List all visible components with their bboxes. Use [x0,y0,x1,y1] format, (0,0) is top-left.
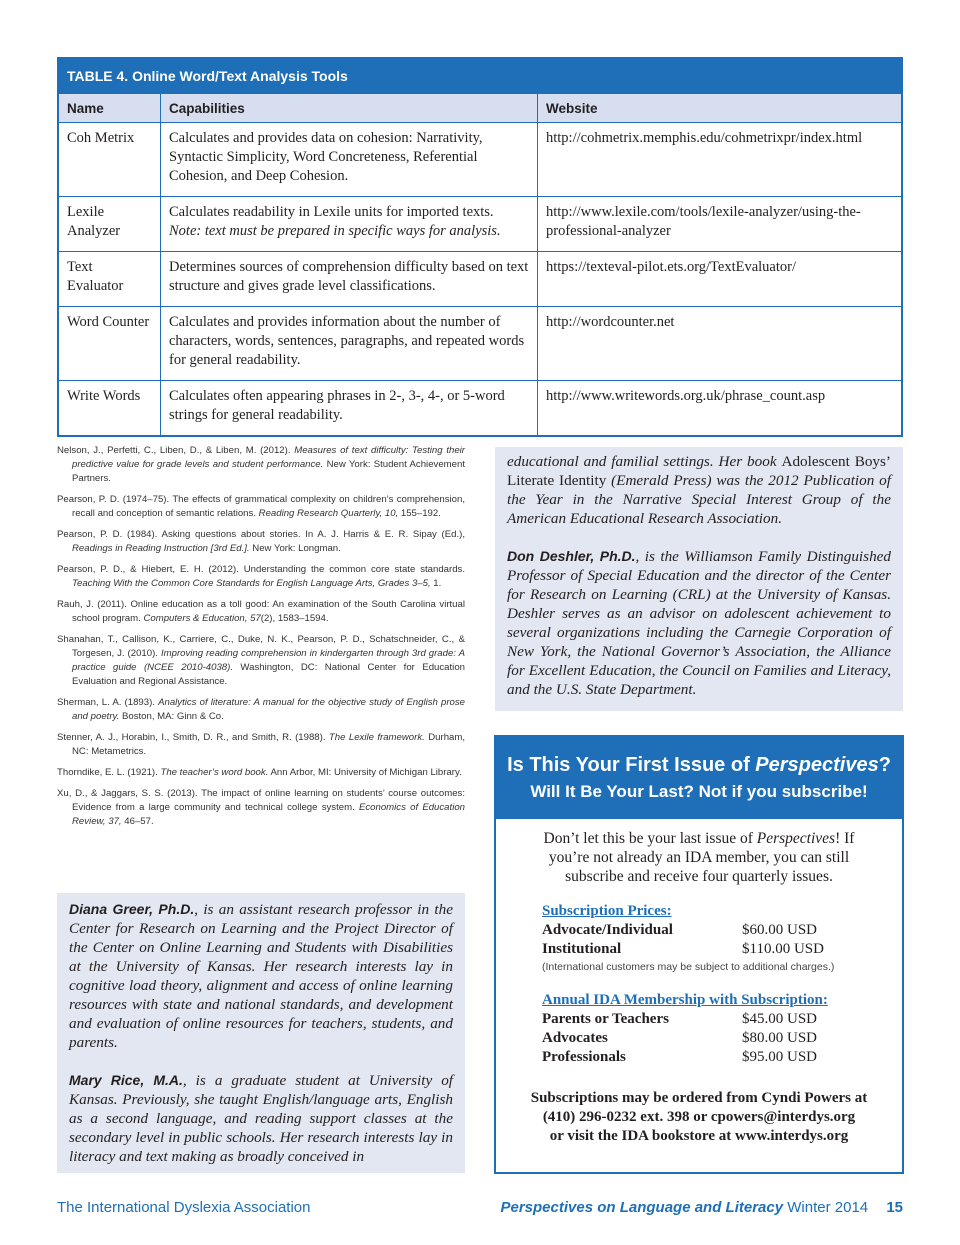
table-row [59,381,901,436]
ref-text: Rauh, J. (2011). Online education as a toll good: An examination of the South Carolina virtual school program. [57,599,465,624]
reference-item [57,493,465,521]
intro-text: Don’t let this be your last issue of [543,830,757,847]
table-row [59,307,901,381]
table-header-row [59,94,901,123]
subscription-prices-heading[interactable]: Subscription Prices: [542,903,672,919]
ref-title: Improving reading comprehension in kindergarten through 3rd grade: A practice guide (NCEE 2010-4038). [72,648,465,673]
price-label: Advocates [542,1030,608,1046]
headline-title: Perspectives [755,754,879,776]
tool-capabilities [161,197,538,252]
ref-text: 1. [430,578,442,589]
ref-text: (2), 1583–1594. [260,613,329,624]
table-row [59,197,901,252]
issue-label: Winter 2014 [787,1199,869,1216]
tool-name: Write Words [59,381,161,436]
author-bio-box-left [57,893,465,1173]
price-value: $80.00 USD [742,1030,818,1046]
ref-text: Washington, DC: National Center for Education Evaluation and Regional Assistance. [72,662,465,687]
reference-item [57,528,465,556]
tools-table-grid [59,94,901,435]
price-label: Parents or Teachers [542,1011,669,1027]
subscribe-box [494,735,904,1174]
reference-item [57,598,465,626]
ref-title: Computers & Education, 57 [143,613,261,624]
bio-text: , is a graduate student at University of Kansas. Previously, she taught English/language arts, English as a second language, and reading support classes at the secondary level in public schools. Her research interests lay in literacy and text making as broadly conceived in [69,1072,454,1165]
analysis-tools-table [57,57,903,437]
ref-text: Shanahan, T., Callison, K., Carriere, C., Duke, N. K., Pearson, P. D., Schatschneider, C., & Torgesen, J. (2010). [57,634,465,659]
ref-title: Reading Research Quarterly, 10, [258,508,399,519]
price-value: $110.00 USD [742,941,824,957]
author-name: Diana Greer, Ph.D. [69,901,195,917]
tool-name: Coh Metrix [67,130,135,146]
reference-item [57,696,465,724]
price-row [542,921,882,940]
subscribe-header [496,737,902,819]
header-website: Website [538,94,902,123]
order-bookstore-link[interactable]: or visit the IDA bookstore at www.interdys.org [549,1128,849,1144]
footer-org: The International Dyslexia Association [57,1199,311,1216]
ref-text: Durham, NC: Metametrics. [72,732,466,757]
price-label: Advocate/Individual [542,922,673,938]
journal-name: Perspectives on Language and Literacy [500,1199,784,1216]
ref-text: New York: Longman. [249,543,341,554]
tool-name: Word Counter [59,307,161,381]
references-list [57,444,465,836]
tool-name: Lexile Analyzer [59,197,161,252]
ref-text: 155–192. [398,508,441,519]
tool-capabilities: Calculates and provides information about the number of characters, words, sentences, paragraphs, and repeated words for general readability. [161,307,538,381]
tool-capabilities-text: Calculates readability in Lexile units for imported texts. [169,204,494,220]
ref-text: Ann Arbor, MI: University of Michigan Library. [268,767,462,778]
ref-text: Xu, D., & Jaggars, S. S. (2013). The impact of online learning on students’ course outcomes: Evidence from a large community and technical college system. [57,788,465,813]
headline-text: Is This Your First Issue of [507,754,756,776]
price-row [542,940,882,959]
bio-text: , is the Williamson Family Distinguished Professor of Special Education and the director of the Center for Research on Learning (CRL) at the University of Kansas. Deshler serves as an advisor on adolescent achievement to several organizations including the Carnegie Corporation of New York, the National Governor’s Association, the Alliance for Excellent Education, the Council on Families and Literacy, and the U.S. State Department. [507,548,891,698]
reference-item [57,444,465,486]
ref-text: Pearson, P. D. (1974–75). The effects of grammatical complexity on children’s comprehension, recall and conception of semantic relations. [57,494,465,519]
tool-website[interactable]: http://www.writewords.org.uk/phrase_count.asp [538,381,902,436]
bio-rice [69,1071,453,1166]
ref-title: Economics of Education Review, 37, [72,802,465,827]
reference-item [57,731,465,759]
headline-text: ? [878,754,891,776]
ref-text: Pearson, P. D. (1984). Asking questions about stories. In A. J. Harris & E. R. Sipay (Ed.), [57,529,465,540]
price-value: $95.00 USD [742,1049,818,1065]
ref-text: 46–57. [121,816,154,827]
ref-title: Measures of text difficulty: Testing their predictive value for grade levels and student performance. [72,445,465,470]
price-row [542,1029,882,1048]
order-contact[interactable]: (410) 296-0232 ext. 398 or cpowers@interdys.org [542,1109,856,1125]
order-line: Subscriptions may be ordered from Cyndi Powers at [530,1090,868,1106]
heading-text: Subscription Prices [542,903,667,919]
ref-text: New York: Student Achievement Partners. [72,459,465,484]
author-bio-box-right [495,447,903,711]
subscription-prices [542,902,882,975]
subscribe-intro [526,829,872,886]
bio-rice-continued [507,452,891,528]
tool-website[interactable]: http://www.lexile.com/tools/lexile-analyzer/using-the-professional-analyzer [538,197,902,252]
bio-greer [69,900,453,1052]
order-info [506,1089,892,1146]
intro-title: Perspectives [756,830,836,847]
ref-title: Analytics of literature: A manual for the objective study of English prose and poetry. [72,697,465,722]
footer-journal-info [500,1199,903,1216]
price-label: Institutional [542,941,622,957]
subscribe-subheadline: Will It Be Your Last? Not if you subscribe! [530,782,868,801]
tool-website[interactable]: http://wordcounter.net [538,307,902,381]
membership-prices [542,991,882,1067]
membership-prices-heading[interactable]: Annual IDA Membership with Subscription: [542,992,828,1008]
tool-capabilities: Calculates and provides data on cohesion: Narrativity, Syntactic Simplicity, Word Concreteness, Referential Cohesion, and Deep Cohesion. [161,123,538,197]
table-row [59,252,901,307]
ref-text: Thorndike, E. L. (1921). [57,767,161,778]
reference-item [57,766,465,780]
prices-note: (International customers may be subject to additional charges.) [542,961,835,973]
ref-text: Pearson, P. D., & Hiebert, E. H. (2012). Understanding the common core state standards. [57,564,465,575]
tool-capabilities: Determines sources of comprehension difficulty based on text structure and gives grade level classifications. [161,252,538,307]
ref-text: Nelson, J., Perfetti, C., Liben, D., & Liben, M. (2012). [57,445,295,456]
reference-item [57,563,465,591]
reference-item [57,787,465,829]
price-value: $45.00 USD [742,1011,818,1027]
tool-website[interactable]: http://cohmetrix.memphis.edu/cohmetrixpr/index.html [538,123,902,197]
bio-deshler [507,547,891,699]
ref-text: Sherman, L. A. (1893). [57,697,159,708]
tool-capabilities: Calculates often appearing phrases in 2-, 3-, 4-, or 5-word strings for general readability. [161,381,538,436]
ref-title: Readings in Reading Instruction [3rd Ed.]. [72,543,250,554]
tool-capabilities-note: Note: text must be prepared in specific ways for analysis. [169,223,501,239]
tool-website[interactable]: https://texteval-pilot.ets.org/TextEvaluator/ [538,252,902,307]
ref-text: Boston, MA: Ginn & Co. [119,711,224,722]
page-number: 15 [886,1199,903,1216]
header-name: Name [59,94,161,123]
price-row [542,1010,882,1029]
author-name: Mary Rice, M.A. [69,1072,183,1088]
reference-item [57,633,465,689]
book-title: Adolescent Boys’ Literate Identity [507,453,891,489]
table-title: TABLE 4. Online Word/Text Analysis Tools [59,59,901,94]
ref-title: The Lexile framework. [328,732,425,743]
header-capabilities: Capabilities [161,94,538,123]
bio-text: (Emerald Press) was the 2012 Publication of the Year in the Narrative Special Interest Group of the American Educational Research Association. [507,472,891,527]
ref-title: Teaching With the Common Core Standards for English Language Arts, Grades 3–5, [72,578,431,589]
ref-text: Stenner, A. J., Horabin, I., Smith, D. R., and Smith, R. (1988). [57,732,329,743]
author-name: Don Deshler, Ph.D. [507,548,636,564]
table-row [59,123,901,197]
bio-text: , is an assistant research professor in the Center for Research on Learning and the Project Director of the Center on Online Learning and Students with Disabilities at the University of Kansas. Her research interests lay in cognitive load theory, alignment and access of online learning resources with state and national standards, and development and evaluation of online resources for teachers, students, and parents. [69,901,453,1051]
price-label: Professionals [542,1049,626,1065]
bio-text: educational and familial settings. Her book [507,453,782,470]
heading-text: Annual IDA Membership with Subscription [542,992,823,1008]
tool-name: Text Evaluator [59,252,161,307]
subscribe-headline [496,751,902,779]
price-row [542,1048,882,1067]
price-value: $60.00 USD [742,922,818,938]
ref-title: The teacher’s word book. [160,767,269,778]
intro-text: ! If you’re not already an IDA member, you can still subscribe and receive four quarterly issues. [548,830,855,885]
